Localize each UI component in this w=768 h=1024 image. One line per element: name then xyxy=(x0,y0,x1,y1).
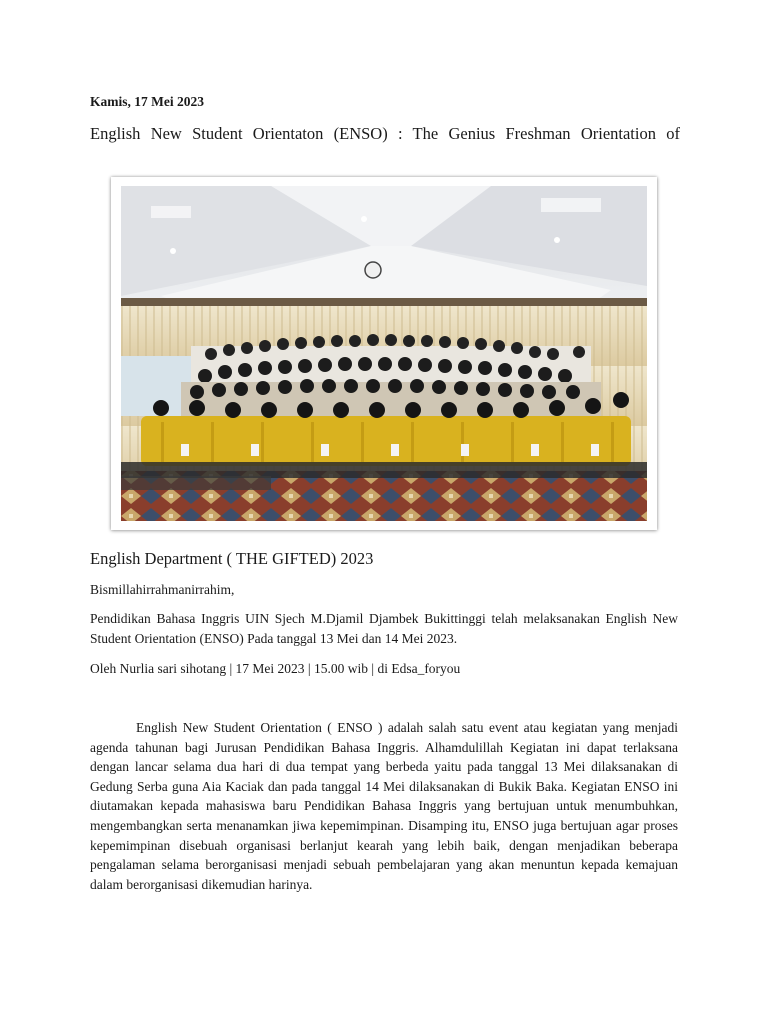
group-photo xyxy=(111,177,657,530)
group-photo-image xyxy=(121,186,647,521)
article-subtitle: English Department ( THE GIFTED) 2023 xyxy=(90,549,374,568)
byline: Oleh Nurlia sari sihotang | 17 Mei 2023 | 15.00 wib | di Edsa_foryou xyxy=(90,661,461,676)
body-paragraph: English New Student Orientation ( ENSO ) adalah salah satu event atau kegiatan yang menjadi agenda tahunan bagi Jurusan Pendidikan Bahasa Inggris. Alhamdulillah Kegiatan ini dapat terlaksana dengan lancar selama dua hari di dua tempat yang berbeda yaitu pada tanggal 13 Mei dilaksanakan di Gedung Serba guna Aia Kaciak dan pada tanggal 14 Mei dilaksanakan di Bukik Baka. Kegiatan ENSO ini diutamakan kepada mahasiswa baru Pendidikan Bahasa Inggris yang bertujuan untuk menumbuhkan, mengembangkan serta menanamkan jiwa kepemimpinan. Disamping itu, ENSO juga bertujuan agar proses kepemimpinan disebuah organisasi berlanjut kearah yang lebih baik, dengan menjadikan beberapa pengalaman selama berorganisasi menjadi sebuah pembelajaran yang akan menuntun kepada kemajuan dalam berorganisasi dikemudian harinya. xyxy=(90,720,678,892)
article-title: English New Student Orientaton (ENSO) : The Genius Freshman Orientation of xyxy=(90,124,680,143)
intro-paragraph: Pendidikan Bahasa Inggris UIN Sjech M.Djamil Djambek Bukittinggi telah melaksanakan English New Student Orientation (ENSO) Pada tanggal 13 Mei dan 14 Mei 2023. xyxy=(90,611,678,646)
article-date: Kamis, 17 Mei 2023 xyxy=(90,94,204,109)
greeting-text: Bismillahirrahmanirrahim, xyxy=(90,582,235,597)
